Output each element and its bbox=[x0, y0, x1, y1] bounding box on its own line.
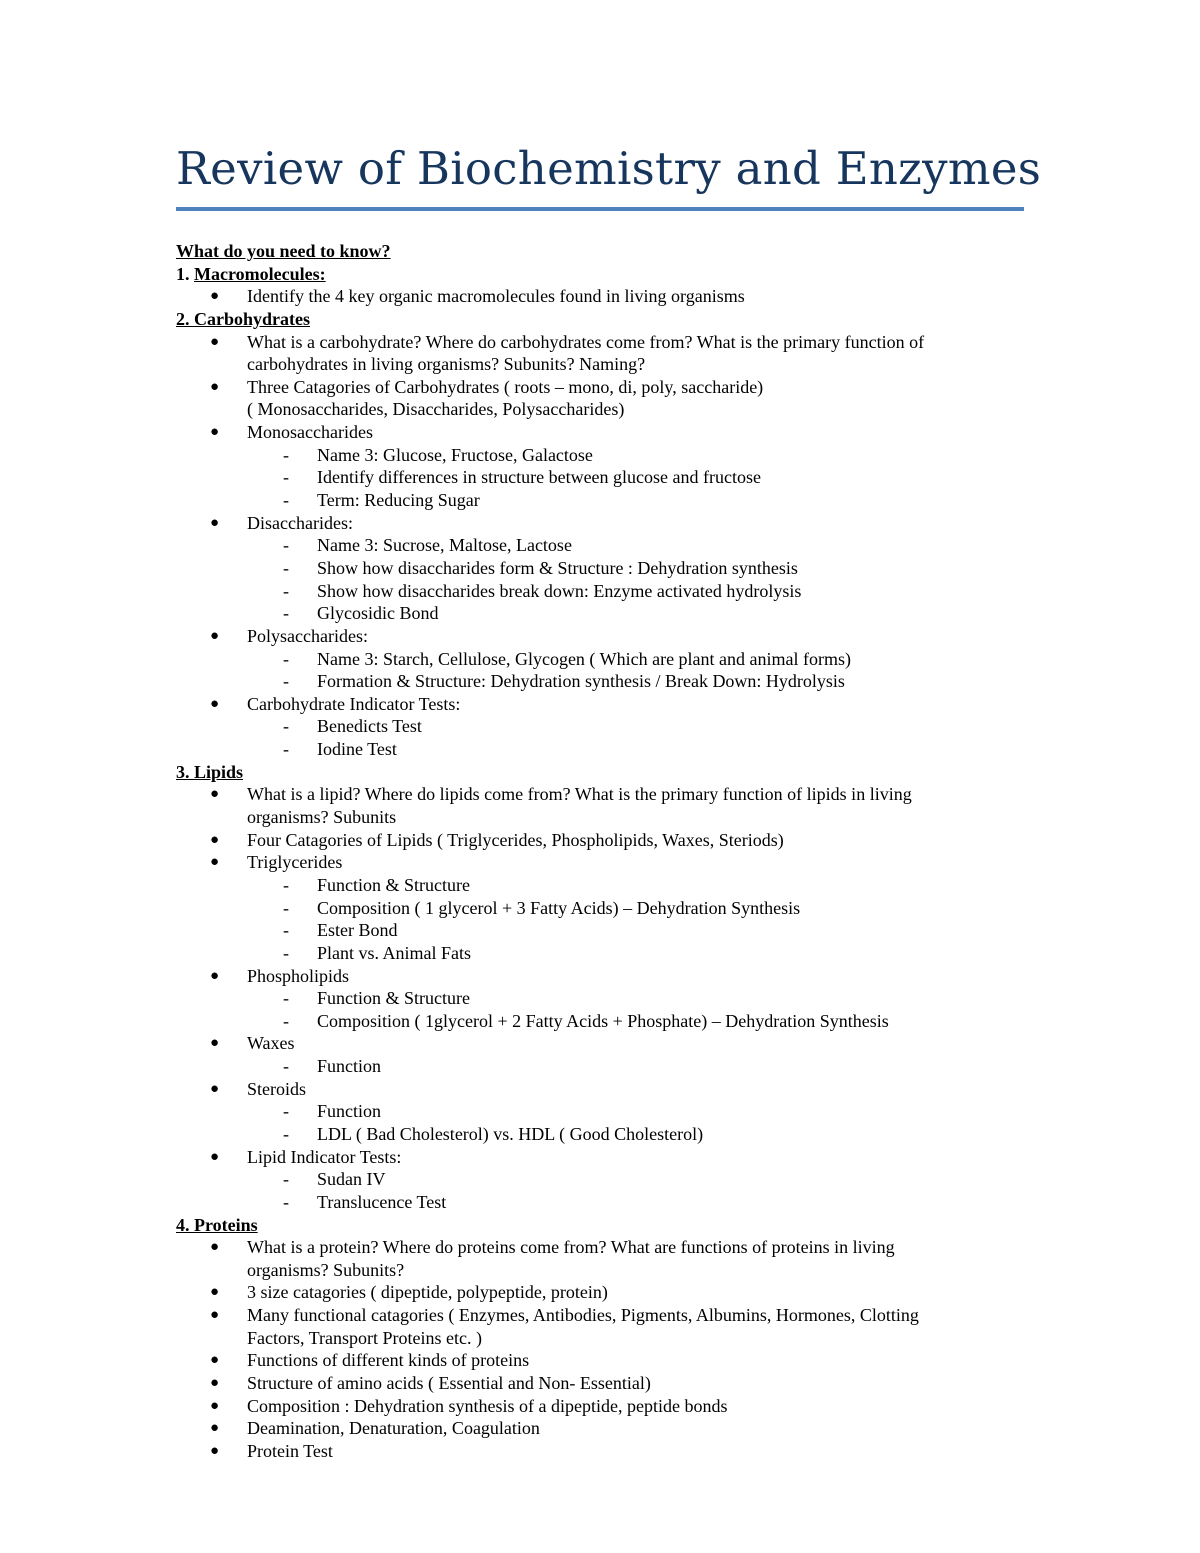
dash-text: Iodine Test bbox=[317, 739, 397, 760]
dash-text: Plant vs. Animal Fats bbox=[317, 942, 472, 963]
bullet-item bbox=[176, 965, 1036, 988]
dash-text: Sudan IV bbox=[317, 1169, 386, 1190]
dash-text: Show how disaccharides break down: Enzyme activated hydrolysis bbox=[317, 580, 802, 601]
dash-marker: - bbox=[283, 648, 289, 669]
bullet-marker: ● bbox=[210, 333, 220, 350]
dash-text: Function & Structure bbox=[317, 874, 470, 895]
bullet-marker: ● bbox=[210, 627, 220, 644]
dash-marker: - bbox=[283, 942, 289, 963]
dash-item bbox=[176, 715, 1036, 738]
dash-item bbox=[176, 444, 1036, 467]
bullet-continuation: organisms? Subunits bbox=[247, 807, 397, 828]
dash-marker: - bbox=[283, 920, 289, 941]
dash-item bbox=[176, 1100, 1036, 1123]
bullet-item bbox=[176, 1440, 1036, 1463]
dash-text: Name 3: Starch, Cellulose, Glycogen ( Which are plant and animal forms) bbox=[317, 648, 852, 669]
dash-text: Benedicts Test bbox=[317, 716, 422, 737]
bullet-item bbox=[176, 1078, 1036, 1101]
bullet-continuation: carbohydrates in living organisms? Subunits? Naming? bbox=[247, 354, 646, 375]
dash-text: Identify differences in structure between glucose and fructose bbox=[317, 467, 761, 488]
dash-marker: - bbox=[283, 1191, 289, 1212]
dash-item bbox=[176, 580, 1036, 603]
bullet-item bbox=[176, 1032, 1036, 1055]
bullet-marker: ● bbox=[210, 1442, 220, 1459]
bullet-item bbox=[176, 512, 1036, 535]
dash-item bbox=[176, 1055, 1036, 1078]
dash-item bbox=[176, 942, 1036, 965]
dash-marker: - bbox=[283, 467, 289, 488]
bullet-text: Composition : Dehydration synthesis of a dipeptide, peptide bonds bbox=[247, 1395, 728, 1416]
section-heading-proteins: 4. Proteins bbox=[176, 1214, 258, 1235]
dash-marker: - bbox=[283, 1169, 289, 1190]
dash-text: Composition ( 1 glycerol + 3 Fatty Acids) – Dehydration Synthesis bbox=[317, 897, 801, 918]
bullet-text: Waxes bbox=[247, 1033, 295, 1054]
bullet-marker: ● bbox=[210, 1420, 220, 1437]
section-number: 1. bbox=[176, 263, 194, 284]
dash-marker: - bbox=[283, 671, 289, 692]
bullet-text: What is a carbohydrate? Where do carbohydrates come from? What is the primary function of bbox=[247, 331, 925, 352]
dash-marker: - bbox=[283, 1101, 289, 1122]
section-heading-lipids: 3. Lipids bbox=[176, 761, 244, 782]
bullet-item bbox=[176, 693, 1036, 716]
bullet-continuation: organisms? Subunits? bbox=[247, 1259, 405, 1280]
dash-item bbox=[176, 738, 1036, 761]
title-underline-rule bbox=[176, 207, 1024, 211]
dash-item bbox=[176, 670, 1036, 693]
dash-marker: - bbox=[283, 580, 289, 601]
dash-text: Translucence Test bbox=[317, 1191, 447, 1212]
bullet-text: Deamination, Denaturation, Coagulation bbox=[247, 1418, 540, 1439]
dash-text: Term: Reducing Sugar bbox=[317, 490, 480, 511]
dash-item bbox=[176, 897, 1036, 920]
bullet-item bbox=[176, 1281, 1036, 1304]
dash-marker: - bbox=[283, 1010, 289, 1031]
bullet-marker: ● bbox=[210, 514, 220, 531]
bullet-item bbox=[176, 376, 1036, 399]
intro-heading: What do you need to know? bbox=[176, 241, 391, 261]
page-title: Review of Biochemistry and Enzymes bbox=[176, 142, 1042, 195]
dash-text: Composition ( 1glycerol + 2 Fatty Acids + Phosphate) – Dehydration Synthesis bbox=[317, 1010, 889, 1031]
bullet-marker: ● bbox=[210, 786, 220, 803]
dash-marker: - bbox=[283, 874, 289, 895]
dash-item bbox=[176, 919, 1036, 942]
dash-text: Show how disaccharides form & Structure : Dehydration synthesis bbox=[317, 557, 798, 578]
dash-item bbox=[176, 489, 1036, 512]
bullet-continuation: Factors, Transport Proteins etc. ) bbox=[247, 1327, 482, 1348]
bullet-marker: ● bbox=[210, 1080, 220, 1097]
dash-text: Formation & Structure: Dehydration synthesis / Break Down: Hydrolysis bbox=[317, 671, 845, 692]
dash-marker: - bbox=[283, 557, 289, 578]
bullet-marker: ● bbox=[210, 967, 220, 984]
bullet-item bbox=[176, 851, 1036, 874]
bullet-text: Phospholipids bbox=[247, 965, 350, 986]
bullet-marker: ● bbox=[210, 378, 220, 395]
bullet-text: Monosaccharides bbox=[247, 422, 373, 443]
dash-item bbox=[176, 1191, 1036, 1214]
bullet-marker: ● bbox=[210, 1148, 220, 1165]
dash-text: Name 3: Glucose, Fructose, Galactose bbox=[317, 444, 593, 465]
bullet-item bbox=[176, 1372, 1036, 1395]
dash-item bbox=[176, 648, 1036, 671]
bullet-continuation: ( Monosaccharides, Disaccharides, Polysaccharides) bbox=[247, 399, 625, 420]
bullet-text: Protein Test bbox=[247, 1440, 333, 1461]
bullet-marker: ● bbox=[210, 1284, 220, 1301]
bullet-text: 3 size catagories ( dipeptide, polypeptide, protein) bbox=[247, 1282, 608, 1303]
dash-text: Function bbox=[317, 1056, 382, 1077]
dash-item bbox=[176, 1123, 1036, 1146]
bullet-text: Three Catagories of Carbohydrates ( roots – mono, di, poly, saccharide) bbox=[247, 376, 764, 397]
bullet-text: Four Catagories of Lipids ( Triglycerides, Phospholipids, Waxes, Steriods) bbox=[247, 829, 784, 850]
bullet-marker: ● bbox=[210, 1375, 220, 1392]
dash-item bbox=[176, 466, 1036, 489]
bullet-text: What is a lipid? Where do lipids come from? What is the primary function of lipids in living bbox=[247, 784, 912, 805]
bullet-text: What is a protein? Where do proteins come from? What are functions of proteins in living bbox=[247, 1237, 895, 1258]
dash-item bbox=[176, 1010, 1036, 1033]
bullet-marker: ● bbox=[210, 1239, 220, 1256]
bullet-marker: ● bbox=[210, 1397, 220, 1414]
bullet-item bbox=[176, 331, 1036, 354]
dash-item bbox=[176, 874, 1036, 897]
dash-item bbox=[176, 1168, 1036, 1191]
dash-text: Ester Bond bbox=[317, 920, 398, 941]
bullet-item bbox=[176, 1146, 1036, 1169]
bullet-item bbox=[176, 1417, 1036, 1440]
section-heading-macromolecules bbox=[176, 263, 1036, 286]
dash-text: Name 3: Sucrose, Maltose, Lactose bbox=[317, 535, 572, 556]
dash-text: Function & Structure bbox=[317, 988, 470, 1009]
bullet-text: Structure of amino acids ( Essential and Non- Essential) bbox=[247, 1373, 651, 1394]
bullet-text: Lipid Indicator Tests: bbox=[247, 1146, 402, 1167]
document-body bbox=[176, 240, 1036, 1463]
bullet-marker: ● bbox=[210, 1352, 220, 1369]
bullet-text: Functions of different kinds of proteins bbox=[247, 1350, 530, 1371]
bullet-text: Steroids bbox=[247, 1078, 307, 1099]
dash-marker: - bbox=[283, 490, 289, 511]
bullet-text: Carbohydrate Indicator Tests: bbox=[247, 693, 461, 714]
bullet-marker: ● bbox=[210, 1035, 220, 1052]
bullet-item bbox=[176, 285, 1036, 308]
dash-item bbox=[176, 602, 1036, 625]
dash-item bbox=[176, 987, 1036, 1010]
bullet-text: Triglycerides bbox=[247, 852, 343, 873]
dash-text: Glycosidic Bond bbox=[317, 603, 439, 624]
bullet-marker: ● bbox=[210, 1307, 220, 1324]
bullet-marker: ● bbox=[210, 695, 220, 712]
dash-marker: - bbox=[283, 1123, 289, 1144]
bullet-marker: ● bbox=[210, 831, 220, 848]
bullet-item bbox=[176, 829, 1036, 852]
dash-marker: - bbox=[283, 603, 289, 624]
bullet-text: Many functional catagories ( Enzymes, Antibodies, Pigments, Albumins, Hormones, Clotting bbox=[247, 1305, 919, 1326]
bullet-item bbox=[176, 1236, 1036, 1259]
bullet-text: Polysaccharides: bbox=[247, 625, 368, 646]
bullet-item bbox=[176, 421, 1036, 444]
section-title: Macromolecules: bbox=[194, 263, 326, 284]
bullet-marker: ● bbox=[210, 288, 220, 305]
bullet-item bbox=[176, 1349, 1036, 1372]
bullet-item bbox=[176, 1395, 1036, 1418]
dash-marker: - bbox=[283, 739, 289, 760]
dash-marker: - bbox=[283, 716, 289, 737]
bullet-item bbox=[176, 783, 1036, 806]
bullet-text: Disaccharides: bbox=[247, 512, 353, 533]
dash-item bbox=[176, 557, 1036, 580]
dash-text: Function bbox=[317, 1101, 382, 1122]
dash-marker: - bbox=[283, 988, 289, 1009]
dash-marker: - bbox=[283, 535, 289, 556]
section-heading-carbohydrates: 2. Carbohydrates bbox=[176, 308, 310, 329]
bullet-marker: ● bbox=[210, 854, 220, 871]
dash-marker: - bbox=[283, 444, 289, 465]
bullet-text: Identify the 4 key organic macromolecules found in living organisms bbox=[247, 286, 745, 307]
dash-marker: - bbox=[283, 1056, 289, 1077]
bullet-marker: ● bbox=[210, 424, 220, 441]
bullet-item bbox=[176, 1304, 1036, 1327]
dash-marker: - bbox=[283, 897, 289, 918]
bullet-item bbox=[176, 625, 1036, 648]
dash-item bbox=[176, 534, 1036, 557]
dash-text: LDL ( Bad Cholesterol) vs. HDL ( Good Cholesterol) bbox=[317, 1123, 704, 1144]
